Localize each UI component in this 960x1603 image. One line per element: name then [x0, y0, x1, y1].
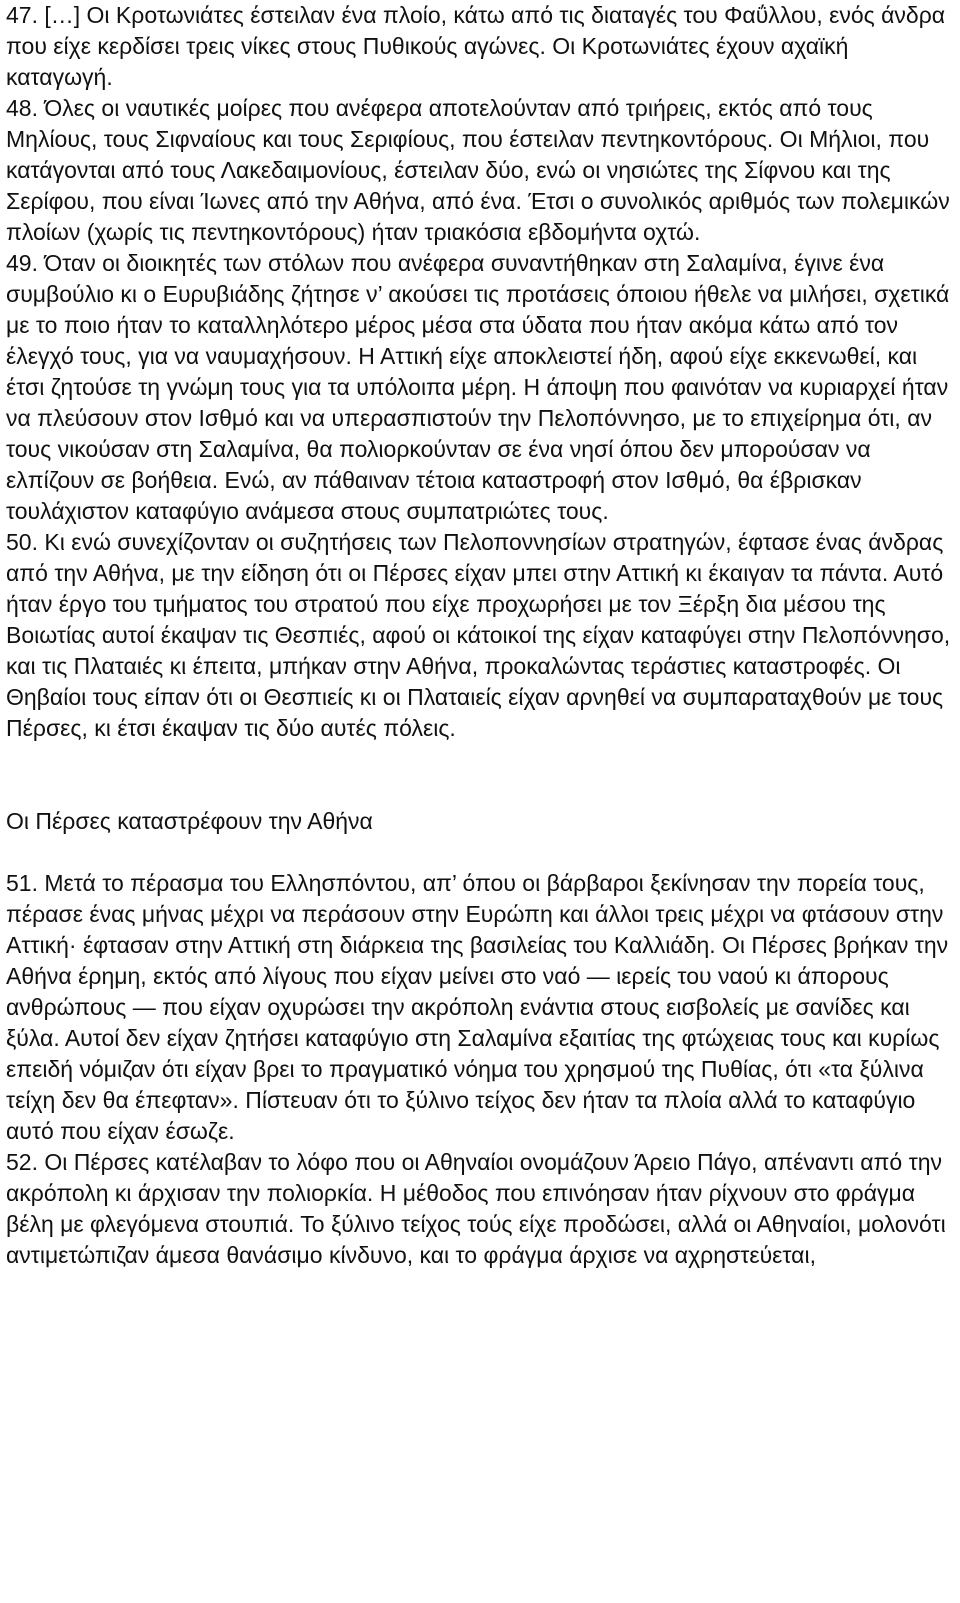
paragraph-52: 52. Οι Πέρσες κατέλαβαν το λόφο που οι Αθηναίοι ονομάζουν Άρειο Πάγο, απέναντι από την ακρόπολη κι άρχισαν την πολιορκία. Η μέθοδος που επινόησαν ήταν ρίχνουν στο φράγμα βέλη με φλεγόμενα στουπιά. Το ξύλινο τείχος τούς είχε προδώσει, αλλά οι Αθηναίοι, μολονότι αντιμετώπιζαν άμεσα θανάσιμο κίνδυνο, και το φράγμα άρχισε να αχρηστεύεται,	[6, 1149, 946, 1268]
heading-spacer	[6, 837, 954, 868]
section-spacer	[6, 744, 954, 806]
paragraph-51: 51. Μετά το πέρασμα του Ελλησπόντου, απ’ όπου οι βάρβαροι ξεκίνησαν την πορεία τους, πέρασε ένας μήνας μέχρι να περάσουν στην Ευρώπη και άλλοι τρεις μέχρι να φτάσουν στην Αττική· έφτασαν στην Αττική στη διάρκεια της βασιλείας του Καλλιάδη. Οι Πέρσες βρήκαν την Αθήνα έρημη, εκτός από λίγους που είχαν μείνει στο ναό — ιερείς του ναού κι άπορους ανθρώπους — που είχαν οχυρώσει την ακρόπολη ενάντια στους εισβολείς με σανίδες και ξύλα. Αυτοί δεν είχαν ζητήσει καταφύγιο στη Σαλαμίνα εξαιτίας της φτώχειας τους και κυρίως επειδή νόμιζαν ότι είχαν βρει το πραγματικό νόημα του χρησμού της Πυθίας, ότι «τα ξύλινα τείχη δεν θα έπεφταν». Πίστευαν ότι το ξύλινο τείχος δεν ήταν τα πλοία αλλά το καταφύγιο αυτό που είχαν έσωζε.	[6, 870, 949, 1144]
document-page	[6, 0, 954, 1271]
paragraph-50: 50. Κι ενώ συνεχίζονταν οι συζητήσεις των Πελοποννησίων στρατηγών, έφτασε ένας άνδρας από την Αθήνα, με την είδηση ότι οι Πέρσες είχαν μπει στην Αττική κι έκαιγαν τα πάντα. Αυτό ήταν έργο του τμήματος του στρατού που είχε προχωρήσει με τον Ξέρξη δια μέσου της Βοιωτίας αυτοί έκαψαν τις Θεσπιές, αφού οι κάτοικοί της είχαν καταφύγει στην Πελοπόννησο, και τις Πλαταιές κι έπειτα, μπήκαν στην Αθήνα, προκαλώντας τεράστιες καταστροφές. Οι Θηβαίοι τους είπαν ότι οι Θεσπιείς κι οι Πλαταιείς είχαν αρνηθεί να συμπαραταχθούν με τους Πέρσες, κι έτσι έκαψαν τις δύο αυτές πόλεις.	[6, 529, 951, 741]
paragraph-48: 48. Όλες οι ναυτικές μοίρες που ανέφερα αποτελούνταν από τριήρεις, εκτός από τους Μηλίους, τους Σιφναίους και τους Σεριφίους, που έστειλαν πεντηκοντόρους. Οι Μήλιοι, που κατάγονται από τους Λακεδαιμονίους, έστειλαν δύο, ενώ οι νησιώτες της Σίφνου και της Σερίφου, που είναι Ίωνες από την Αθήνα, από ένα. Έτσι ο συνολικός αριθμός των πολεμικών πλοίων (χωρίς τις πεντηκοντόρους) ήταν τριακόσια εβδομήντα οχτώ.	[6, 95, 950, 245]
paragraph-49: 49. Όταν οι διοικητές των στόλων που ανέφερα συναντήθηκαν στη Σαλαμίνα, έγινε ένα συμβούλιο κι ο Ευρυβιάδης ζήτησε ν’ ακούσει τις προτάσεις όποιου ήθελε να μιλήσει, σχετικά με το ποιο ήταν το καταλληλότερο μέρος μέσα στα ύδατα που ήταν ακόμα κάτω από τον έλεγχό τους, για να ναυμαχήσουν. Η Αττική είχε αποκλειστεί ήδη, αφού είχε εκκενωθεί, και έτσι ζητούσε τη γνώμη τους για τα υπόλοιπα μέρη. Η άποψη που φαινόταν να κυριαρχεί ήταν να πλεύσουν στον Ισθμό και να υπερασπιστούν την Πελοπόννησο, με το επιχείρημα ότι, αν τους νικούσαν στη Σαλαμίνα, θα πολιορκούνταν σε ένα νησί όπου δεν μπορούσαν να ελπίζουν σε βοήθεια. Ενώ, αν πάθαιναν τέτοια καταστροφή στον Ισθμό, θα έβρισκαν τουλάχιστον καταφύγιο ανάμεσα στους συμπατριώτες τους.	[6, 250, 950, 524]
section-heading: Οι Πέρσες καταστρέφουν την Αθήνα	[6, 808, 373, 834]
paragraph-47: 47. […] Οι Κροτωνιάτες έστειλαν ένα πλοίο, κάτω από τις διαταγές του Φαΰλλου, ενός άνδρα που είχε κερδίσει τρεις νίκες στους Πυθικούς αγώνες. Οι Κροτωνιάτες έχουν αχαϊκή καταγωγή.	[6, 2, 946, 90]
